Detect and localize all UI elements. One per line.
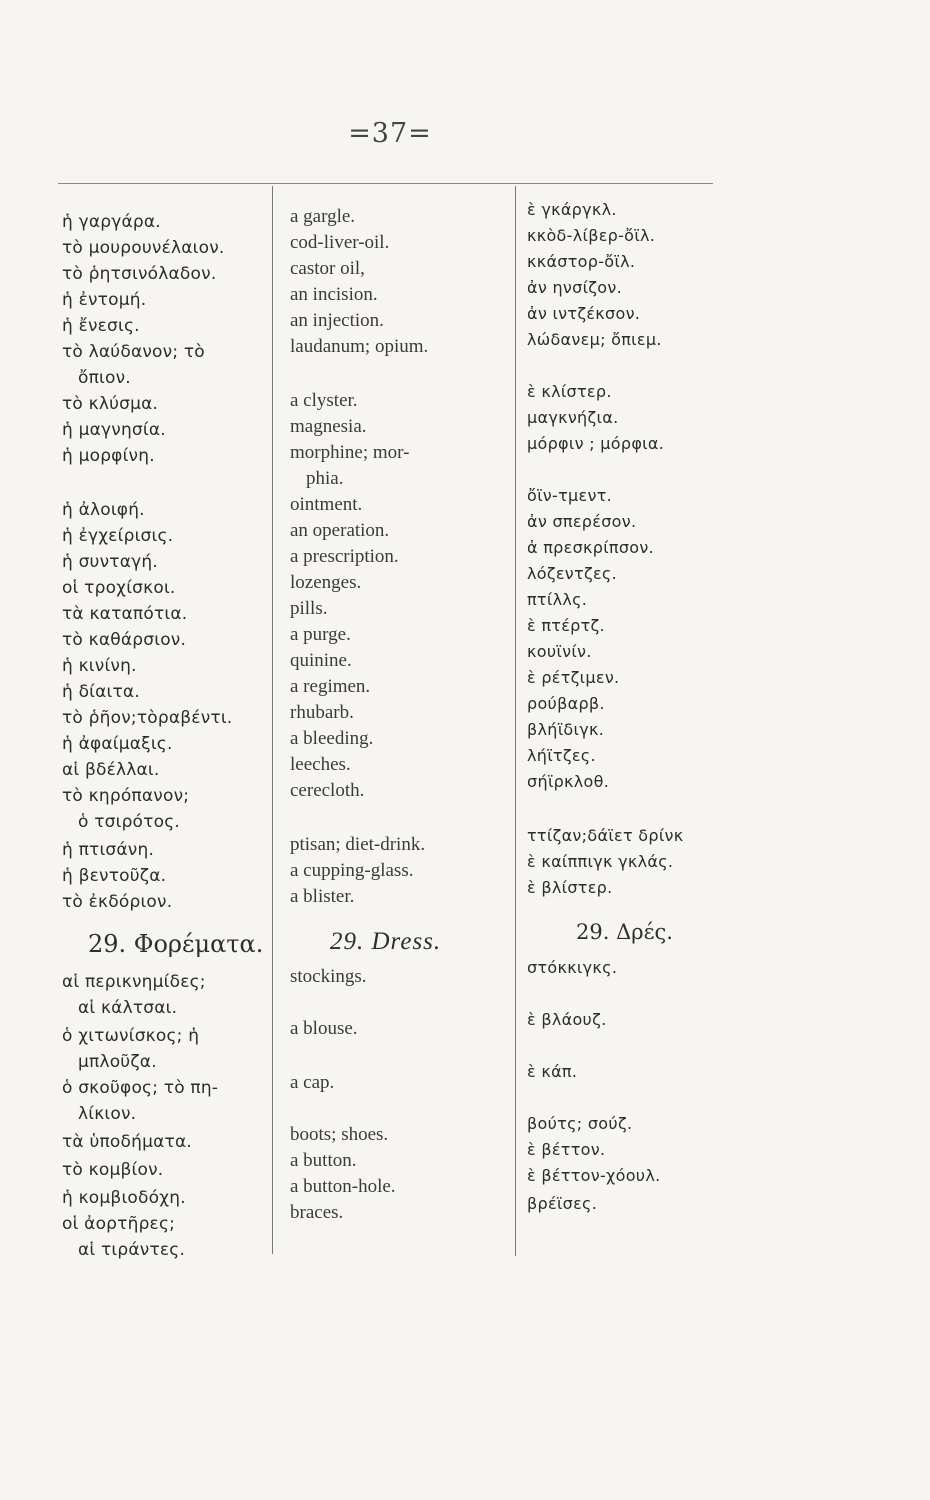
- greek-entry: τὸ κομβίον.: [62, 1160, 164, 1180]
- greek-entry: ἡ ἀλοιφή.: [62, 500, 145, 520]
- page-number: =37=: [348, 118, 432, 149]
- greek-entry: ἡ πτισάνη.: [62, 840, 155, 860]
- greek-entry: ὁ χιτωνίσκος; ἡ: [62, 1026, 200, 1046]
- english-entry: castor oil,: [290, 258, 365, 279]
- greek-entry: ἡ μαγνησία.: [62, 420, 166, 440]
- english-entry: phia.: [306, 468, 344, 489]
- greek-entry: αἱ τιράντες.: [78, 1240, 186, 1260]
- english-entry: a button-hole.: [290, 1176, 396, 1197]
- english-entry: cerecloth.: [290, 780, 365, 801]
- english-entry: a blouse.: [290, 1018, 358, 1039]
- greek-entry: ἡ ἐντομή.: [62, 290, 147, 310]
- pronunciation-entry: ὲ βλίστερ.: [527, 878, 613, 897]
- pronunciation-entry: λήϊτζες.: [527, 746, 596, 765]
- pronunciation-entry: βλήϊδιγκ.: [527, 720, 605, 739]
- section-heading-greek: 29. Φορέματα.: [88, 930, 264, 958]
- greek-entry: ἡ γαργάρα.: [62, 212, 161, 232]
- greek-entry: τὰ καταπότια.: [62, 604, 188, 624]
- greek-entry: τὸ ῥητσινόλαδον.: [62, 264, 217, 284]
- greek-entry: μπλοῦζα.: [78, 1052, 157, 1072]
- english-entry: rhubarb.: [290, 702, 354, 723]
- greek-entry: ἡ κομβιοδόχη.: [62, 1188, 186, 1208]
- english-entry: an injection.: [290, 310, 384, 331]
- english-entry: lozenges.: [290, 572, 362, 593]
- english-entry: an incision.: [290, 284, 378, 305]
- english-entry: a blister.: [290, 886, 355, 907]
- greek-entry: τὸ ῥῆον;τὸραβέντι.: [62, 708, 233, 728]
- english-entry: a gargle.: [290, 206, 356, 227]
- greek-entry: οἱ τροχίσκοι.: [62, 578, 176, 598]
- greek-entry: ἡ ἔνεσις.: [62, 316, 140, 336]
- english-entry: a clyster.: [290, 390, 358, 411]
- pronunciation-entry: πτίλλς.: [527, 590, 588, 609]
- english-entry: a cupping-glass.: [290, 860, 414, 881]
- pronunciation-entry: ὲ γκάργκλ.: [527, 200, 617, 219]
- pronunciation-entry: ὲ καίππιγκ γκλάς.: [527, 852, 674, 871]
- english-entry: a cap.: [290, 1072, 335, 1093]
- greek-entry: αἱ κάλτσαι.: [78, 998, 178, 1018]
- english-entry: ptisan; diet-drink.: [290, 834, 426, 855]
- english-entry: braces.: [290, 1202, 344, 1223]
- greek-entry: τὸ καθάρσιον.: [62, 630, 187, 650]
- english-entry: cod-liver-oil.: [290, 232, 390, 253]
- section-heading-pronunciation: 29. Δρές.: [576, 920, 673, 944]
- pronunciation-entry: κκάστορ-ὄϊλ.: [527, 252, 636, 271]
- pronunciation-entry: μόρφιν ; μόρφια.: [527, 434, 665, 453]
- greek-entry: ἡ βεντοῦζα.: [62, 866, 167, 886]
- greek-entry: ἡ δίαιτα.: [62, 682, 140, 702]
- english-entry: ointment.: [290, 494, 363, 515]
- english-entry: laudanum; opium.: [290, 336, 429, 357]
- english-entry: an operation.: [290, 520, 390, 541]
- pronunciation-entry: ρούβαρβ.: [527, 694, 605, 713]
- greek-entry: αἱ περικνημίδες;: [62, 972, 206, 992]
- english-entry: magnesia.: [290, 416, 367, 437]
- greek-entry: τὸ ἐκδόριον.: [62, 892, 173, 912]
- english-entry: stockings.: [290, 966, 367, 987]
- pronunciation-entry: στόκκιγκς.: [527, 958, 618, 977]
- pronunciation-entry: ὄϊν-τμεντ.: [527, 486, 613, 505]
- greek-entry: ἡ μορφίνη.: [62, 446, 155, 466]
- pronunciation-entry: σήϊρκλοθ.: [527, 772, 610, 791]
- greek-entry: ὄπιον.: [78, 368, 131, 388]
- english-entry: a prescription.: [290, 546, 399, 567]
- english-entry: a button.: [290, 1150, 357, 1171]
- section-heading-english: 29. Dress.: [330, 928, 442, 955]
- column-divider-right: [515, 186, 516, 1256]
- pronunciation-entry: ὲ κλίστερ.: [527, 382, 612, 401]
- pronunciation-entry: λώδανεμ; ὄπιεμ.: [527, 330, 662, 349]
- header-rule: [58, 183, 713, 184]
- greek-entry: τὸ λαύδανον; τὸ: [62, 342, 205, 362]
- english-entry: boots; shoes.: [290, 1124, 389, 1145]
- pronunciation-entry: ὲ βέττον.: [527, 1140, 606, 1159]
- pronunciation-entry: ἀ πρεσκρίπσον.: [527, 538, 654, 557]
- english-entry: leeches.: [290, 754, 351, 775]
- column-divider-left: [272, 186, 273, 1254]
- greek-entry: ἡ κινίνη.: [62, 656, 137, 676]
- english-entry: a regimen.: [290, 676, 371, 697]
- pronunciation-entry: ἀν ιντζέκσον.: [527, 304, 641, 323]
- greek-entry: ὁ τσιρότος.: [78, 812, 180, 832]
- english-entry: a bleeding.: [290, 728, 374, 749]
- greek-entry: τὸ μουρουνέλαιον.: [62, 238, 225, 258]
- pronunciation-entry: κουϊνίν.: [527, 642, 592, 661]
- english-entry: quinine.: [290, 650, 352, 671]
- pronunciation-entry: ἀν ηνσίζον.: [527, 278, 623, 297]
- pronunciation-entry: ττίζαν;δάϊετ δρίνκ: [527, 826, 684, 845]
- greek-entry: ἡ συνταγή.: [62, 552, 158, 572]
- greek-entry: οἱ ἀορτῆρες;: [62, 1214, 176, 1234]
- english-entry: pills.: [290, 598, 328, 619]
- pronunciation-entry: ὲ βλάουζ.: [527, 1010, 607, 1029]
- pronunciation-entry: ὲ ρέτζιμεν.: [527, 668, 620, 687]
- pronunciation-entry: ὲ κάπ.: [527, 1062, 578, 1081]
- greek-entry: αἱ βδέλλαι.: [62, 760, 160, 780]
- pronunciation-entry: κκὸδ-λίβερ-ὄϊλ.: [527, 226, 656, 245]
- greek-entry: λίκιον.: [78, 1104, 137, 1124]
- greek-entry: τὸ κηρόπανον;: [62, 786, 190, 806]
- pronunciation-entry: λόζεντζες.: [527, 564, 618, 583]
- greek-entry: τὰ ὑποδήματα.: [62, 1132, 192, 1152]
- greek-entry: τὸ κλύσμα.: [62, 394, 159, 414]
- greek-entry: ἡ ἐγχείρισις.: [62, 526, 174, 546]
- greek-entry: ὁ σκοῦφος; τὸ πη-: [62, 1078, 219, 1098]
- greek-entry: ἡ ἀφαίμαξις.: [62, 734, 173, 754]
- pronunciation-entry: βούτς; σούζ.: [527, 1114, 633, 1133]
- pronunciation-entry: μαγκνήζια.: [527, 408, 619, 427]
- pronunciation-entry: ἀν σπερέσον.: [527, 512, 637, 531]
- english-entry: a purge.: [290, 624, 351, 645]
- pronunciation-entry: ὲ πτέρτζ.: [527, 616, 605, 635]
- english-entry: morphine; mor-: [290, 442, 410, 463]
- pronunciation-entry: βρέϊσες.: [527, 1194, 598, 1213]
- pronunciation-entry: ὲ βέττον-χόουλ.: [527, 1166, 661, 1185]
